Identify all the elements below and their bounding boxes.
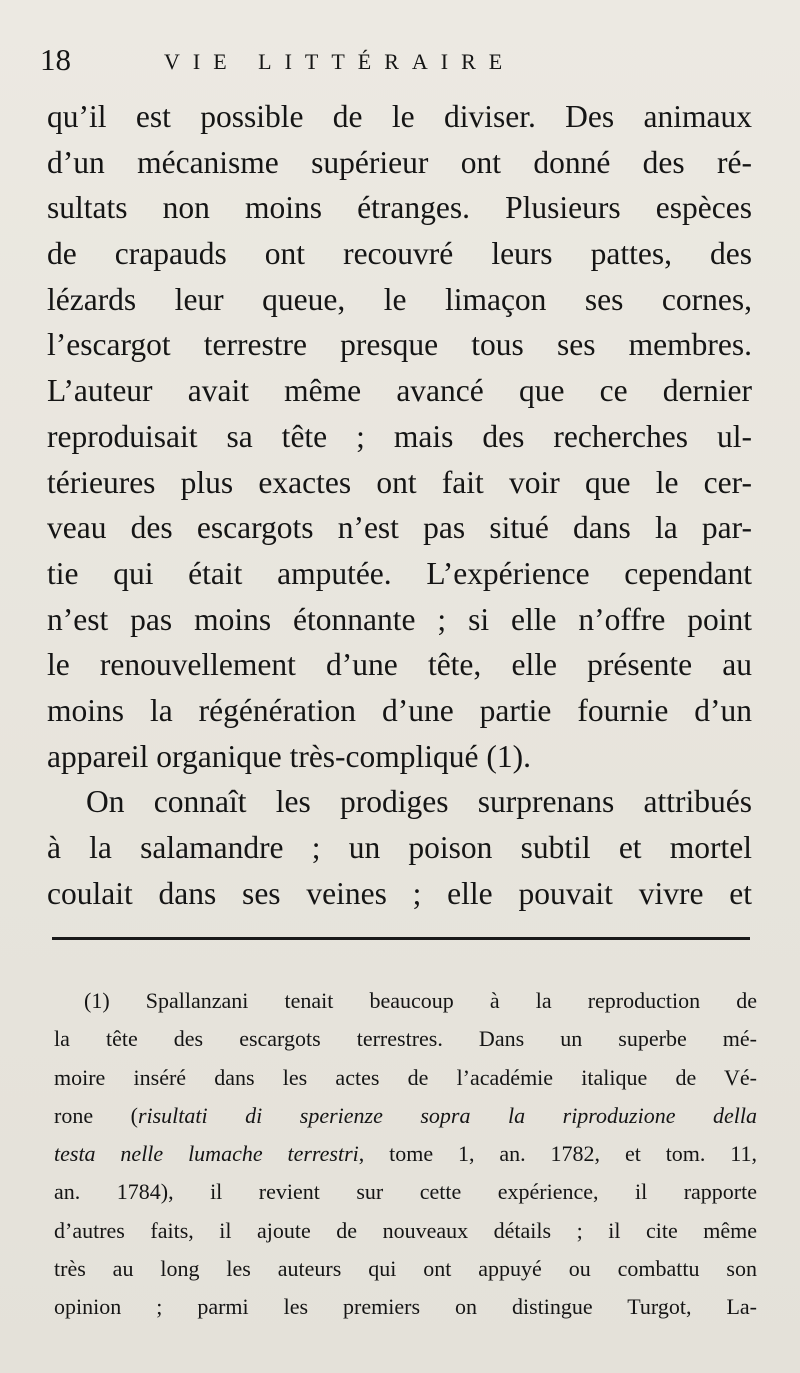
text-line: veau des escargots n’est pas situé dans la par- [47, 510, 752, 546]
text-line-paragraph-start: On connaît les prodiges surprenans attribués [86, 784, 752, 820]
text-line: L’auteur avait même avancé que ce dernier [47, 373, 752, 409]
text-line: térieures plus exactes ont fait voir que le cer- [47, 464, 752, 500]
footnote-text: rone ( [54, 1102, 138, 1128]
text-line: reproduisait sa tête ; mais des recherches ul- [47, 418, 752, 454]
footnote-line: (1) Spallanzani tenait beaucoup à la reproduction de [84, 988, 757, 1013]
footnote-line: d’autres faits, il ajoute de nouveaux détails ; il cite même [54, 1217, 757, 1243]
page-header [40, 40, 760, 80]
footnote-line: la tête des escargots terrestres. Dans un superbe mé- [54, 1026, 757, 1052]
text-line: le renouvellement d’une tête, elle présente au [47, 647, 752, 683]
text-line: d’un mécanisme supérieur ont donné des ré- [47, 144, 752, 180]
text-line: qu’il est possible de le diviser. Des animaux [47, 99, 752, 134]
running-title: VIE LITTÉRAIRE [164, 49, 516, 74]
footnote-italic-title: testa nelle lumache terrestri [54, 1141, 359, 1167]
text-line: moins la régénération d’une partie fournie d’un [47, 692, 752, 728]
footnote-line [54, 1097, 757, 1135]
footnote-line: très au long les auteurs qui ont appuyé ou combattu son [54, 1256, 757, 1282]
footnote-separator-rule [52, 937, 750, 940]
footnote-line [54, 1135, 757, 1173]
footnote-line: an. 1784), il revient sur cette expérience, il rapporte [54, 1179, 757, 1205]
text-line: à la salamandre ; un poison subtil et mortel [47, 830, 752, 865]
text-line: n’est pas moins étonnante ; si elle n’offre point [47, 601, 752, 637]
text-line: de crapauds ont recouvré leurs pattes, des [47, 236, 752, 272]
page-number: 18 [40, 42, 71, 77]
text-line-paragraph-end: appareil organique très-compliqué (1). [47, 738, 531, 774]
text-line: coulait dans ses veines ; elle pouvait vivre et [47, 875, 752, 911]
footnote-line: moire inséré dans les actes de l’académie italique de Vé- [54, 1064, 757, 1090]
footnote-line: opinion ; parmi les premiers on distingue Turgot, La- [54, 1294, 757, 1320]
main-text [47, 94, 752, 916]
footnote-text: , tome 1, an. 1782, et tom. 11, [358, 1141, 757, 1167]
text-line: sultats non moins étranges. Plusieurs espèces [47, 190, 752, 226]
footnote-italic-title: risultati di sperienze sopra la riproduzione della [137, 1102, 757, 1128]
text-line: tie qui était amputée. L’expérience cependant [47, 555, 752, 591]
text-line: l’escargot terrestre presque tous ses membres. [47, 327, 752, 363]
footnote [54, 982, 757, 1327]
text-line: lézards leur queue, le limaçon ses cornes, [47, 281, 752, 317]
